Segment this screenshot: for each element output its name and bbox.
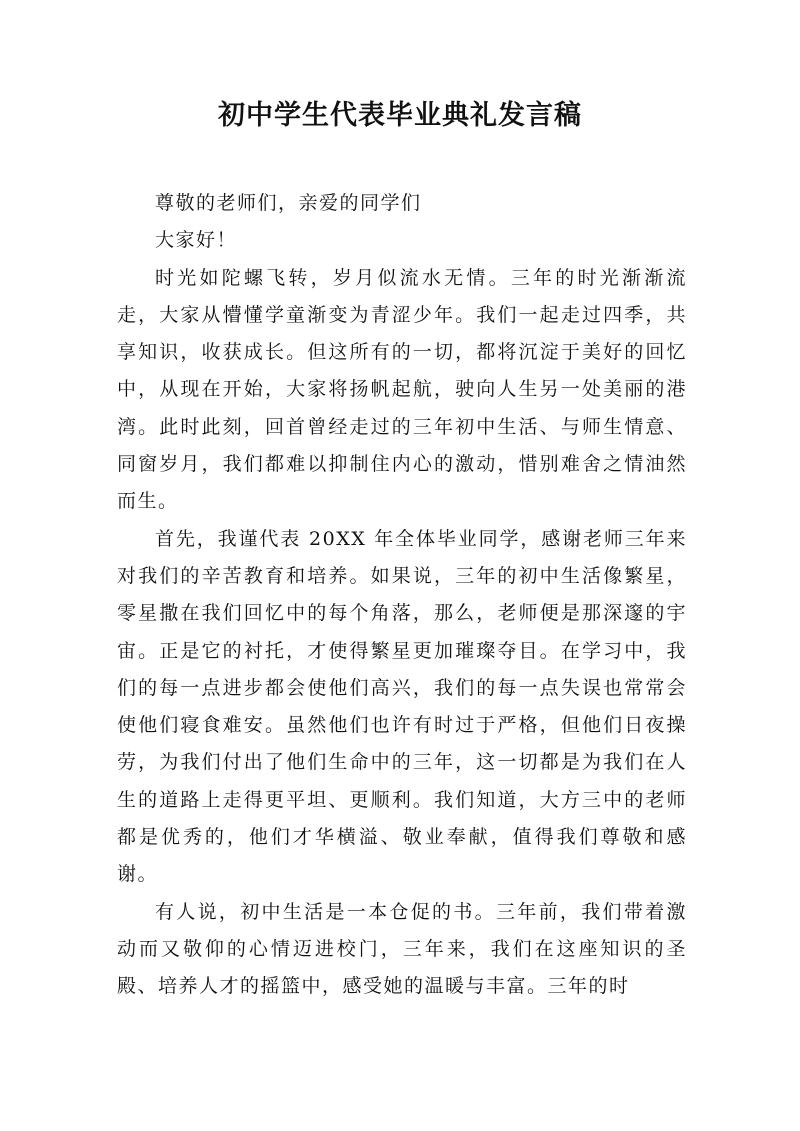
- document-body: [117, 185, 687, 1006]
- greeting: 大家好！: [155, 229, 238, 252]
- body-paragraph: 时光如陀螺飞转，岁月似流水无情。三年的时光渐渐流走，大家从懵懂学童渐变为青涩少年。我们一起走过四季，共享知识，收获成长。但这所有的一切，都将沉淀于美好的回忆中，从现在开始，大家将扬帆起航，驶向人生另一处美丽的港湾。此时此刻，回首曾经走过的三年初中生活、与师生情意、同窗岁月，我们都难以抑制住内心的激动，惜别难舍之情油然而生。: [117, 266, 687, 513]
- salutation: 尊敬的老师们，亲爱的同学们: [155, 192, 422, 214]
- document-title: 初中学生代表毕业典礼发言稿: [218, 100, 582, 131]
- body-paragraph: 有人说，初中生活是一本仓促的书。三年前，我们带着激动而又敬仰的心情迈进校门，三年来，我们在这座知识的圣殿、培养人才的摇篮中，感受她的温暖与丰富。三年的时: [117, 900, 687, 998]
- body-paragraph: 首先，我谨代表 20XX 年全体毕业同学，感谢老师三年来对我们的辛苦教育和培养。如果说，三年的初中生活像繁星，零星撒在我们回忆中的每个角落，那么，老师便是那深邃的宇宙。正是它的衬托，才使得繁星更加璀璨夺目。在学习中，我们的每一点进步都会使他们高兴，我们的每一点失误也常常会使他们寝食难安。虽然他们也许有时过于严格，但他们日夜操劳，为我们付出了他们生命中的三年，这一切都是为我们在人生的道路上走得更平坦、更顺利。我们知道，大方三中的老师都是优秀的，他们才华横溢、敬业奉献，值得我们尊敬和感谢。: [117, 527, 687, 886]
